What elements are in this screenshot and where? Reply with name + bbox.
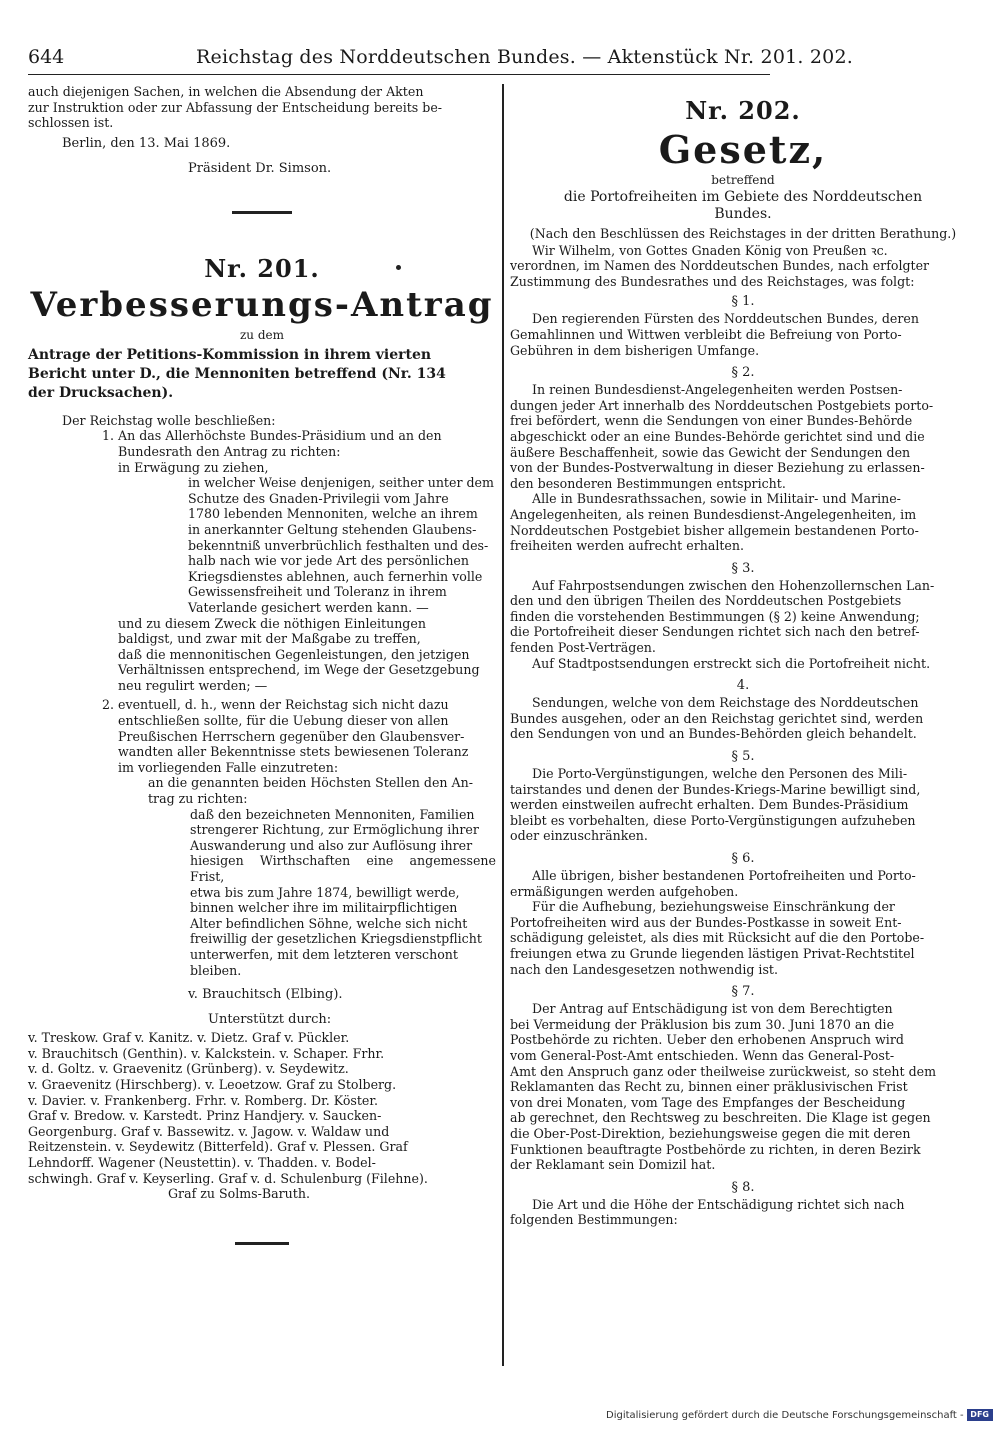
text-line: der Reklamant sein Domizil hat. — [510, 1157, 716, 1173]
section-body — [510, 578, 976, 672]
page-number: 644 — [28, 46, 65, 68]
document-number: Nr. 201. — [204, 253, 320, 283]
text-line: tairstandes und denen der Bundes-Kriegs-Marine bewilligt sind, — [510, 781, 921, 797]
text-line: zur Instruktion oder zur Abfassung der Entscheidung bereits be- — [28, 99, 443, 115]
text-line: schwingh. Graf v. Keyserling. Graf v. d. Schulenburg (Filehne). — [28, 1170, 428, 1186]
text-line: bekenntniß unverbrüchlich festhalten und des- — [188, 537, 489, 553]
text-line: Den regierenden Fürsten des Norddeutschen Bundes, deren — [532, 311, 919, 327]
text-line: ermäßigungen werden aufgehoben. — [510, 883, 739, 899]
text-line: Für die Aufhebung, beziehungsweise Einschränkung der — [532, 899, 895, 915]
text-line: neu regulirt werden; — — [118, 677, 268, 693]
document-number: Nr. 202. — [685, 96, 801, 125]
text-line: schädigung geleistet, als dies mit Rücksicht auf die den Portobe- — [510, 930, 925, 946]
text-line: die Ober-Post-Direktion, beziehungsweise gegen die mit deren — [510, 1125, 911, 1141]
text-line: freiwillig der gesetzlichen Kriegsdienstpflicht — [190, 931, 482, 947]
text-line: Graf zu Solms-Baruth. — [168, 1186, 310, 1202]
text-line: Wir Wilhelm, von Gottes Gnaden König von Preußen ꝛc. — [532, 242, 888, 258]
text-line: trag zu richten: — [148, 791, 248, 807]
text-line: in anerkannter Geltung stehenden Glaubens- — [188, 521, 477, 537]
text-line: vom General-Post-Amt entschieden. Wenn das General-Post- — [510, 1047, 895, 1063]
running-head: Reichstag des Norddeutschen Bundes. — Aktenstück Nr. 201. 202. — [196, 46, 853, 68]
dfg-logo-icon: DFG — [967, 1409, 993, 1421]
dateline: Berlin, den 13. Mai 1869. — [62, 135, 231, 151]
text-line: Sendungen, welche von dem Reichstage des Norddeutschen — [532, 695, 919, 711]
text-line: entschließen sollte, für die Uebung dieser von allen — [118, 713, 449, 729]
subject-line: Antrage der Petitions-Kommission in ihrem vierten — [28, 346, 432, 363]
text-line: werden einstweilen aufrecht erhalten. Dem Bundes-Präsidium — [510, 797, 909, 813]
section-heading: § 5. — [731, 749, 755, 765]
text-line: Die Porto-Vergünstigungen, welche den Personen des Mili- — [532, 766, 908, 782]
section-body — [510, 868, 976, 977]
text-line: die Portofreiheit dieser Sendungen richtet sich nach den betref- — [510, 624, 920, 640]
law-title: Gesetz, — [658, 127, 828, 172]
section-heading: § 1. — [731, 294, 755, 310]
text-line: 1. An das Allerhöchste Bundes-Präsidium und an den — [102, 428, 442, 444]
text-line: binnen welcher ihre im militairpflichtigen — [190, 900, 458, 916]
text-line: den und den übrigen Theilen des Norddeutschen Postgebiets — [510, 593, 902, 609]
document-title: Verbesserungs-Antrag — [30, 284, 494, 325]
motion-body — [28, 413, 496, 978]
text-line: etwa bis zum Jahre 1874, bewilligt werde, — [190, 884, 460, 900]
text-line: Schutze des Gnaden-Privilegii vom Jahre — [188, 490, 449, 506]
section-body — [510, 382, 976, 554]
text-line: 2. eventuell, d. h., wenn der Reichstag sich nicht dazu — [102, 697, 449, 713]
text-line: oder einzuschränken. — [510, 828, 648, 844]
section-body — [510, 1197, 976, 1228]
text-line: Der Antrag auf Entschädigung ist von dem Berechtigten — [532, 1001, 893, 1017]
section-heading: § 8. — [731, 1179, 755, 1195]
text-line: Reitzenstein. v. Seydewitz (Bitterfeld). Graf v. Plessen. Graf — [28, 1139, 408, 1155]
section-body — [510, 695, 976, 742]
column-divider — [502, 84, 504, 1366]
text-line: In reinen Bundesdienst-Angelegenheiten werden Postsen- — [532, 382, 903, 398]
text-line: Auswanderung und also zur Auflösung ihrer — [190, 837, 473, 853]
text-line: im vorliegenden Falle einzutreten: — [118, 759, 339, 775]
section-body — [510, 1001, 976, 1173]
text-line: fenden Post-Verträgen. — [510, 640, 656, 656]
text-line: bleiben. — [190, 962, 242, 978]
text-line: folgenden Bestimmungen: — [510, 1212, 678, 1228]
subject-line: der Drucksachen). — [28, 384, 174, 401]
text-line: freiungen etwa zu Grunde liegenden lästigen Privat-Rechtstitel — [510, 945, 915, 961]
preamble — [510, 243, 976, 290]
text-line: frei befördert, wenn die Sendungen von einer Bundes-Behörde — [510, 413, 913, 429]
text-line: daß den bezeichneten Mennoniten, Familien — [190, 806, 475, 822]
section-heading: 4. — [736, 678, 750, 694]
text-line: von drei Monaten, vom Tage des Empfanges der Bescheidung — [510, 1094, 906, 1110]
text-line: v. Brauchitsch (Genthin). v. Kalckstein. v. Schaper. Frhr. — [28, 1045, 385, 1061]
text-line: v. Treskow. Graf v. Kanitz. v. Dietz. Graf v. Pückler. — [28, 1030, 350, 1046]
text-line: baldigst, und zwar mit der Maßgabe zu treffen, — [118, 631, 421, 647]
text-line: finden die vorstehenden Bestimmungen (§ 2) keine Anwendung; — [510, 608, 920, 624]
text-line: bleibt es vorbehalten, diese Porto-Vergünstigungen aufzuheben — [510, 812, 916, 828]
page-header — [28, 44, 853, 75]
text-line: Norddeutschen Postgebiet bisher allgemein bestandenen Porto- — [510, 522, 919, 538]
deliberation-note: (Nach den Beschlüssen des Reichstages in der dritten Berathung.) — [529, 226, 957, 241]
text-line: Bundesrath den Antrag zu richten: — [118, 443, 341, 459]
text-line: Auf Stadtpostsendungen erstreckt sich die Portofreiheit nicht. — [532, 655, 931, 671]
text-line: in welcher Weise denjenigen, seither unter dem — [188, 475, 494, 491]
text-line: Reklamanten das Recht zu, binnen einer präklusivischen Frist — [510, 1079, 908, 1095]
text-line: abgeschickt oder an eine Bundes-Behörde gerichtet sind und die — [510, 428, 925, 444]
text-line: nach den Landesgesetzen nothwendig ist. — [510, 961, 778, 977]
text-line: Gewissensfreiheit und Toleranz in ihrem — [188, 584, 447, 600]
text-line: strengerer Richtung, zur Ermöglichung ihrer — [190, 822, 479, 838]
motion-author: v. Brauchitsch (Elbing). — [188, 987, 343, 1003]
section-rule — [232, 211, 292, 214]
betreffend: betreffend — [711, 173, 775, 187]
text-line: Die Art und die Höhe der Entschädigung richtet sich nach — [532, 1196, 905, 1212]
text-line: den besonderen Bestimmungen entspricht. — [510, 475, 786, 491]
footer-text: Digitalisierung gefördert durch die Deutsche Forschungsgemeinschaft - — [606, 1410, 964, 1421]
section-heading: § 7. — [731, 984, 755, 1000]
zu-dem: zu dem — [239, 327, 285, 342]
text-line: Zustimmung des Bundesrathes und des Reichstages, was folgt: — [510, 273, 915, 289]
text-line: Gebühren in dem bisherigen Umfange. — [510, 342, 760, 358]
text-line: in Erwägung zu ziehen, — [118, 459, 269, 475]
signature: Präsident Dr. Simson. — [188, 160, 332, 176]
text-line: Preußischen Herrschern gegenüber den Glaubensver- — [118, 728, 465, 744]
section-heading: § 2. — [731, 365, 755, 381]
text-line: von der Bundes-Postverwaltung in dieser Beziehung zu erlassen- — [510, 460, 925, 476]
text-line: Portofreiheiten wird aus der Bundes-Postkasse in soweit Ent- — [510, 914, 902, 930]
text-line: Funktionen beauftragte Postbehörde zu richten, in deren Bezirk — [510, 1141, 921, 1157]
text-line: Vaterlande gesichert werden kann. — — [188, 599, 429, 615]
text-line: Der Reichstag wolle beschließen: — [62, 412, 276, 428]
section-rule — [235, 1242, 289, 1245]
supported-by-label: Unterstützt durch: — [208, 1012, 332, 1028]
intro-paragraph — [28, 84, 496, 131]
text-line: 1780 lebenden Mennoniten, welche an ihrem — [188, 506, 478, 522]
section-body — [510, 766, 976, 844]
stray-mark — [396, 265, 401, 270]
right-column — [510, 84, 976, 1228]
digitization-footer — [606, 1409, 993, 1421]
section-heading: § 3. — [731, 560, 755, 576]
section-heading: § 6. — [731, 851, 755, 866]
text-line: Angelegenheiten, als reinen Bundesdienst-Angelegenheiten, im — [510, 506, 917, 522]
text-line: freiheiten werden aufrecht erhalten. — [510, 538, 744, 554]
supporters-list — [28, 1030, 496, 1202]
text-line: Georgenburg. Graf v. Bassewitz. v. Jagow. v. Waldaw und — [28, 1123, 390, 1139]
text-line: Kriegsdienstes ablehnen, auch fernerhin volle — [188, 568, 483, 584]
text-line: hiesigen Wirthschaften eine angemessene Frist, — [190, 853, 496, 884]
text-line: Graf v. Bredow. v. Karstedt. Prinz Handjery. v. Saucken- — [28, 1108, 382, 1124]
text-line: v. Davier. v. Frankenberg. Frhr. v. Romberg. Dr. Köster. — [28, 1092, 379, 1108]
text-line: wandten aller Bekenntnisse stets bewiesenen Toleranz — [118, 744, 469, 760]
text-line: äußere Beschaffenheit, sowie das Gewicht der Sendungen den — [510, 444, 911, 460]
text-line: Gemahlinnen und Wittwen verbleibt die Befreiung von Porto- — [510, 326, 902, 342]
text-line: daß die mennonitischen Gegenleistungen, den jetzigen — [118, 646, 470, 662]
text-line: halb nach wie vor jede Art des persönlichen — [188, 553, 469, 569]
text-line: Alle übrigen, bisher bestandenen Portofreiheiten und Porto- — [532, 868, 916, 883]
subject-line: Bundes. — [714, 206, 772, 222]
subject-block — [28, 346, 496, 403]
section-body — [510, 311, 976, 358]
text-line: Lehndorff. Wagener (Neustettin). v. Thadden. v. Bodel- — [28, 1154, 376, 1170]
left-column — [28, 84, 496, 1245]
text-line: Amt den Anspruch ganz oder theilweise zurückweist, so steht dem — [510, 1063, 937, 1079]
text-line: Verhältnissen entsprechend, im Wege der Gesetzgebung — [118, 662, 480, 678]
text-line: Postbehörde zu richten. Ueber den erhobenen Anspruch wird — [510, 1032, 904, 1048]
text-line: ab gerechnet, den Rechtsweg zu beschreiten. Die Klage ist gegen — [510, 1110, 931, 1126]
text-line: an die genannten beiden Höchsten Stellen den An- — [148, 775, 473, 791]
text-line: auch diejenigen Sachen, in welchen die Absendung der Akten — [28, 84, 424, 99]
text-line: Alter befindlichen Söhne, welche sich nicht — [190, 915, 468, 931]
text-line: v. d. Goltz. v. Graevenitz (Grünberg). v. Seydewitz. — [28, 1061, 349, 1077]
text-line: und zu diesem Zweck die nöthigen Einleitungen — [118, 615, 426, 631]
text-line: v. Graevenitz (Hirschberg). v. Leoetzow. Graf zu Stolberg. — [28, 1076, 397, 1092]
text-line: Auf Fahrpostsendungen zwischen den Hohenzollernschen Lan- — [532, 577, 935, 593]
text-line: bei Vermeidung der Präklusion bis zum 30. Juni 1870 an die — [510, 1016, 895, 1032]
text-line: Alle in Bundesrathssachen, sowie in Militair- und Marine- — [532, 491, 901, 507]
text-line: schlossen ist. — [28, 115, 114, 131]
text-line: verordnen, im Namen des Norddeutschen Bundes, nach erfolgter — [510, 258, 930, 274]
subject-line: Bericht unter D., die Mennoniten betreffend (Nr. 134 — [28, 365, 446, 382]
text-line: unterwerfen, mit dem letzteren verschont — [190, 946, 458, 962]
text-line: den Sendungen von und an Bundes-Behörden gleich behandelt. — [510, 726, 917, 742]
subject-line: die Portofreiheiten im Gebiete des Norddeutschen — [563, 189, 923, 205]
text-line: Bundes ausgehen, oder an den Reichstag gerichtet sind, werden — [510, 710, 924, 726]
text-line: dungen jeder Art innerhalb des Norddeutschen Postgebiets porto- — [510, 397, 934, 413]
